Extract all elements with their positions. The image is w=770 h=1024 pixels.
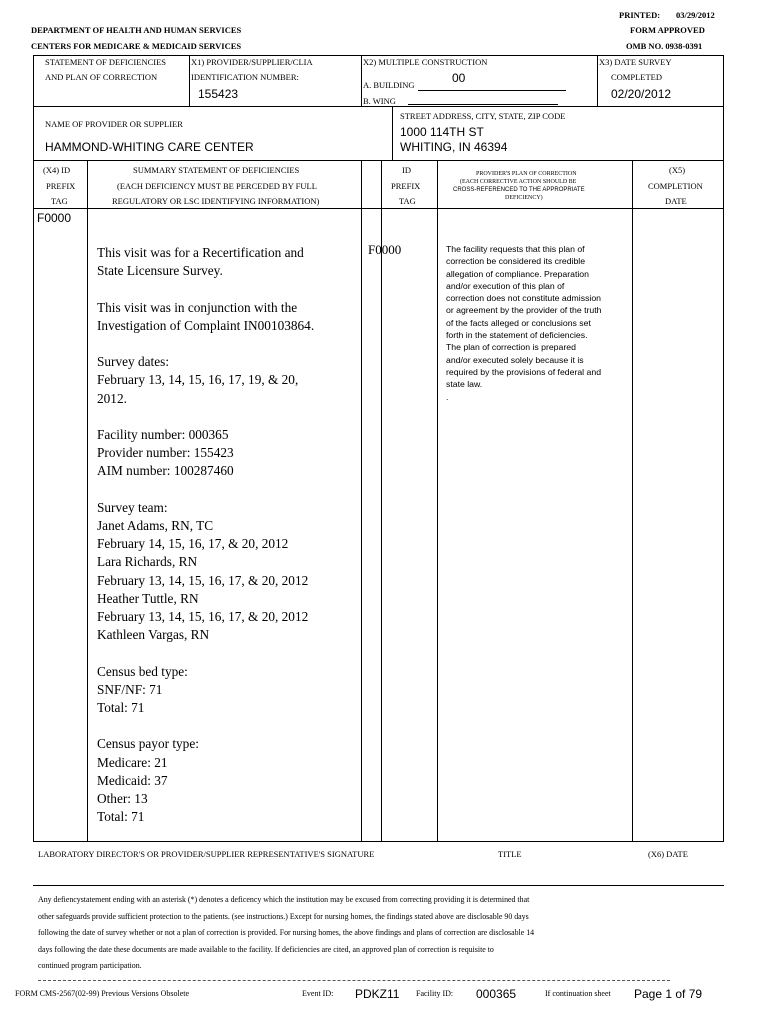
rule bbox=[87, 161, 88, 842]
poc-line: and/or executed solely because it is bbox=[446, 354, 584, 365]
poc-line: correction be considered its credible bbox=[446, 256, 586, 267]
summary-paragraph bbox=[97, 244, 359, 280]
id-label: ID bbox=[402, 165, 411, 175]
x5-label: (X5) bbox=[669, 165, 686, 175]
summary-line: This visit was for a Recertification and bbox=[97, 245, 304, 260]
survey-date-value: 02/20/2012 bbox=[611, 87, 672, 101]
provider-name-value: HAMMOND-WHITING CARE CENTER bbox=[45, 140, 254, 154]
poc-line: The plan of correction is prepared bbox=[446, 342, 576, 353]
summary-line: February 13, 14, 15, 16, 17, & 20, 2012 bbox=[97, 609, 309, 624]
summary-line: Heather Tuttle, RN bbox=[97, 590, 199, 606]
address-line-2: WHITING, IN 46394 bbox=[400, 140, 508, 154]
x2-label: X2) MULTIPLE CONSTRUCTION bbox=[363, 57, 488, 67]
centers-title: CENTERS FOR MEDICARE & MEDICAID SERVICES bbox=[31, 41, 242, 51]
summary-note-1: (EACH DEFICIENCY MUST BE PERCEDED BY FULL bbox=[117, 181, 317, 191]
summary-paragraph bbox=[97, 353, 359, 408]
department-title: DEPARTMENT OF HEALTH AND HUMAN SERVICES bbox=[31, 25, 242, 35]
id-prefix-label: PREFIX bbox=[391, 181, 421, 191]
summary-line: This visit was in conjunction with the bbox=[97, 299, 298, 315]
poc-line: The facility requests that this plan of bbox=[446, 244, 585, 254]
disclaimer-line: days following the date these documents are made available to the facility. If deficiencies are cited, an approved plan of correction is requisite to bbox=[38, 944, 494, 954]
rule bbox=[381, 161, 382, 842]
summary-line: Survey dates: bbox=[97, 354, 170, 370]
id-tag-label: TAG bbox=[399, 196, 416, 206]
rule bbox=[437, 161, 438, 842]
identification-label: IDENTIFICATION NUMBER: bbox=[191, 72, 299, 82]
rule bbox=[33, 106, 34, 161]
event-id-value: PDKZ11 bbox=[355, 987, 400, 1001]
disclaimer-line: continued program participation. bbox=[38, 961, 142, 970]
summary-line: Kathleen Vargas, RN bbox=[97, 627, 210, 643]
page-number: Page 1 of 79 bbox=[634, 987, 703, 1001]
x6-date-label: (X6) DATE bbox=[648, 849, 688, 859]
omb-number: OMB NO. 0938-0391 bbox=[626, 41, 703, 51]
summary-paragraph bbox=[97, 663, 359, 718]
summary-line: February 13, 14, 15, 16, 17, & 20, 2012 bbox=[97, 572, 309, 588]
form-approved: FORM APPROVED bbox=[630, 25, 705, 35]
disclaimer-line: following the date of survey whether or not a plan of correction is provided. For nursing homes, the above findings and plans of correction are disclosable 14 bbox=[38, 928, 535, 937]
continuation-label: If continuation sheet bbox=[545, 989, 611, 998]
x3-label: X3) DATE SURVEY bbox=[599, 57, 672, 67]
summary-paragraph bbox=[97, 499, 359, 645]
poc-line: . bbox=[446, 391, 449, 402]
facility-id-label: Facility ID: bbox=[416, 989, 454, 998]
signature-rule bbox=[33, 885, 724, 886]
summary-line: Census payor type: bbox=[97, 736, 199, 752]
summary-line: Medicare: 21 bbox=[97, 754, 168, 770]
rule bbox=[361, 161, 362, 842]
provider-number-value: 155423 bbox=[198, 87, 239, 101]
form-number: FORM CMS-2567(02-99) Previous Versions Obsolete bbox=[15, 989, 190, 998]
printed-label: PRINTED: bbox=[619, 10, 661, 20]
wing-label: B. WING bbox=[363, 96, 396, 106]
summary-line: February 13, 14, 15, 16, 17, 19, & 20, bbox=[97, 372, 299, 388]
disclaimer bbox=[38, 892, 728, 975]
poc-line: correction does not constitute admission bbox=[446, 293, 602, 304]
provider-name-label: NAME OF PROVIDER OR SUPPLIER bbox=[45, 119, 183, 129]
summary-line: AIM number: 100287460 bbox=[97, 463, 234, 479]
rule bbox=[597, 55, 598, 106]
rule bbox=[723, 106, 724, 161]
disclaimer-line: Any defiencystatement ending with an asterisk (*) denotes a deficency which the institution may be excused from correcting providing it is determined that bbox=[38, 895, 530, 904]
event-id-label: Event ID: bbox=[302, 989, 334, 998]
poc-line: state law. bbox=[446, 379, 483, 390]
summary-paragraph bbox=[97, 426, 359, 481]
rule bbox=[189, 55, 190, 106]
poc-line: forth in the statement of deficiencies. bbox=[446, 330, 588, 341]
x4-tag-label: TAG bbox=[51, 196, 68, 206]
rule bbox=[33, 55, 724, 56]
summary-line: Census bed type: bbox=[97, 663, 188, 679]
rule bbox=[33, 160, 724, 161]
plan-of-correction bbox=[446, 243, 630, 403]
rule bbox=[392, 106, 393, 161]
summary-line: Survey team: bbox=[97, 499, 168, 515]
summary-line: Janet Adams, RN, TC bbox=[97, 517, 214, 533]
poc-line: required by the provisions of federal and bbox=[446, 366, 602, 377]
summary-paragraph bbox=[97, 299, 359, 335]
summary-line: Lara Richards, RN bbox=[97, 554, 198, 570]
summary-line: Total: 71 bbox=[97, 700, 145, 715]
rule bbox=[632, 161, 633, 842]
summary-line: Medicaid: 37 bbox=[97, 772, 168, 788]
poc-line: and/or execution of this plan of bbox=[446, 280, 565, 291]
rule bbox=[33, 55, 34, 106]
left-tag-value: F0000 bbox=[37, 211, 72, 225]
poc-line: allegation of compliance. Preparation bbox=[446, 268, 589, 279]
facility-id-value: 000365 bbox=[476, 987, 517, 1001]
completed-label: COMPLETED bbox=[611, 72, 662, 82]
rule bbox=[33, 208, 724, 209]
rule bbox=[723, 161, 724, 842]
rule bbox=[723, 55, 724, 106]
summary-line: Total: 71 bbox=[97, 809, 145, 825]
poc-line: or agreement by the provider of the truth bbox=[446, 305, 602, 316]
poc-note-3: DEFICIENCY) bbox=[505, 195, 543, 201]
summary-paragraph bbox=[97, 735, 359, 826]
completion-label: COMPLETION bbox=[648, 181, 703, 191]
wing-underline bbox=[408, 104, 558, 105]
x4-id-label: (X4) ID bbox=[43, 165, 71, 175]
date-label: DATE bbox=[665, 196, 687, 206]
footer-rule bbox=[38, 980, 670, 981]
poc-line: of the facts alleged or conclusions set bbox=[446, 317, 591, 328]
summary-line: Investigation of Complaint IN00103864. bbox=[97, 317, 315, 333]
rule bbox=[361, 55, 362, 106]
building-underline bbox=[418, 90, 566, 91]
title-label: TITLE bbox=[498, 849, 522, 859]
summary-line: State Licensure Survey. bbox=[97, 263, 223, 279]
building-label: A. BUILDING bbox=[363, 80, 415, 90]
summary-line: 2012. bbox=[97, 390, 127, 406]
summary-line: SNF/NF: 71 bbox=[97, 681, 163, 697]
signature-label: LABORATORY DIRECTOR'S OR PROVIDER/SUPPLIER REPRESENTATIVE'S SIGNATURE bbox=[38, 849, 375, 859]
poc-heading: PROVIDER'S PLAN OF CORRECTION bbox=[476, 171, 577, 177]
summary-line: Provider number: 155423 bbox=[97, 445, 234, 461]
statement-label: STATEMENT OF DEFICIENCIES bbox=[45, 57, 167, 67]
x4-prefix-label: PREFIX bbox=[46, 181, 76, 191]
disclaimer-line: other safeguards provide sufficient protection to the patients. (see instructions.) Except for nursing homes, the findings stated above are disclosable 90 days bbox=[38, 911, 529, 921]
summary-line: February 14, 15, 16, 17, & 20, 2012 bbox=[97, 536, 289, 552]
printed-date: 03/29/2012 bbox=[676, 10, 715, 20]
rule bbox=[33, 106, 724, 107]
summary-line: Facility number: 000365 bbox=[97, 426, 229, 442]
right-tag-value: F0000 bbox=[368, 242, 402, 257]
summary-statement bbox=[97, 244, 359, 845]
rule bbox=[33, 161, 34, 842]
poc-note-2: CROSS-REFERENCED TO THE APPROPRIATE bbox=[453, 187, 585, 193]
summary-heading: SUMMARY STATEMENT OF DEFICIENCIES bbox=[133, 165, 300, 175]
summary-line: Other: 13 bbox=[97, 791, 148, 806]
building-value: 00 bbox=[452, 71, 466, 85]
x1-label: X1) PROVIDER/SUPPLIER/CLIA bbox=[191, 57, 313, 67]
summary-note-2: REGULATORY OR LSC IDENTIFYING INFORMATION) bbox=[112, 196, 320, 206]
plan-label: AND PLAN OF CORRECTION bbox=[45, 72, 158, 82]
address-label: STREET ADDRESS, CITY, STATE, ZIP CODE bbox=[400, 111, 566, 121]
address-line-1: 1000 114TH ST bbox=[400, 125, 484, 139]
poc-note-1: (EACH CORRECTIVE ACTION SHOULD BE bbox=[460, 179, 577, 185]
